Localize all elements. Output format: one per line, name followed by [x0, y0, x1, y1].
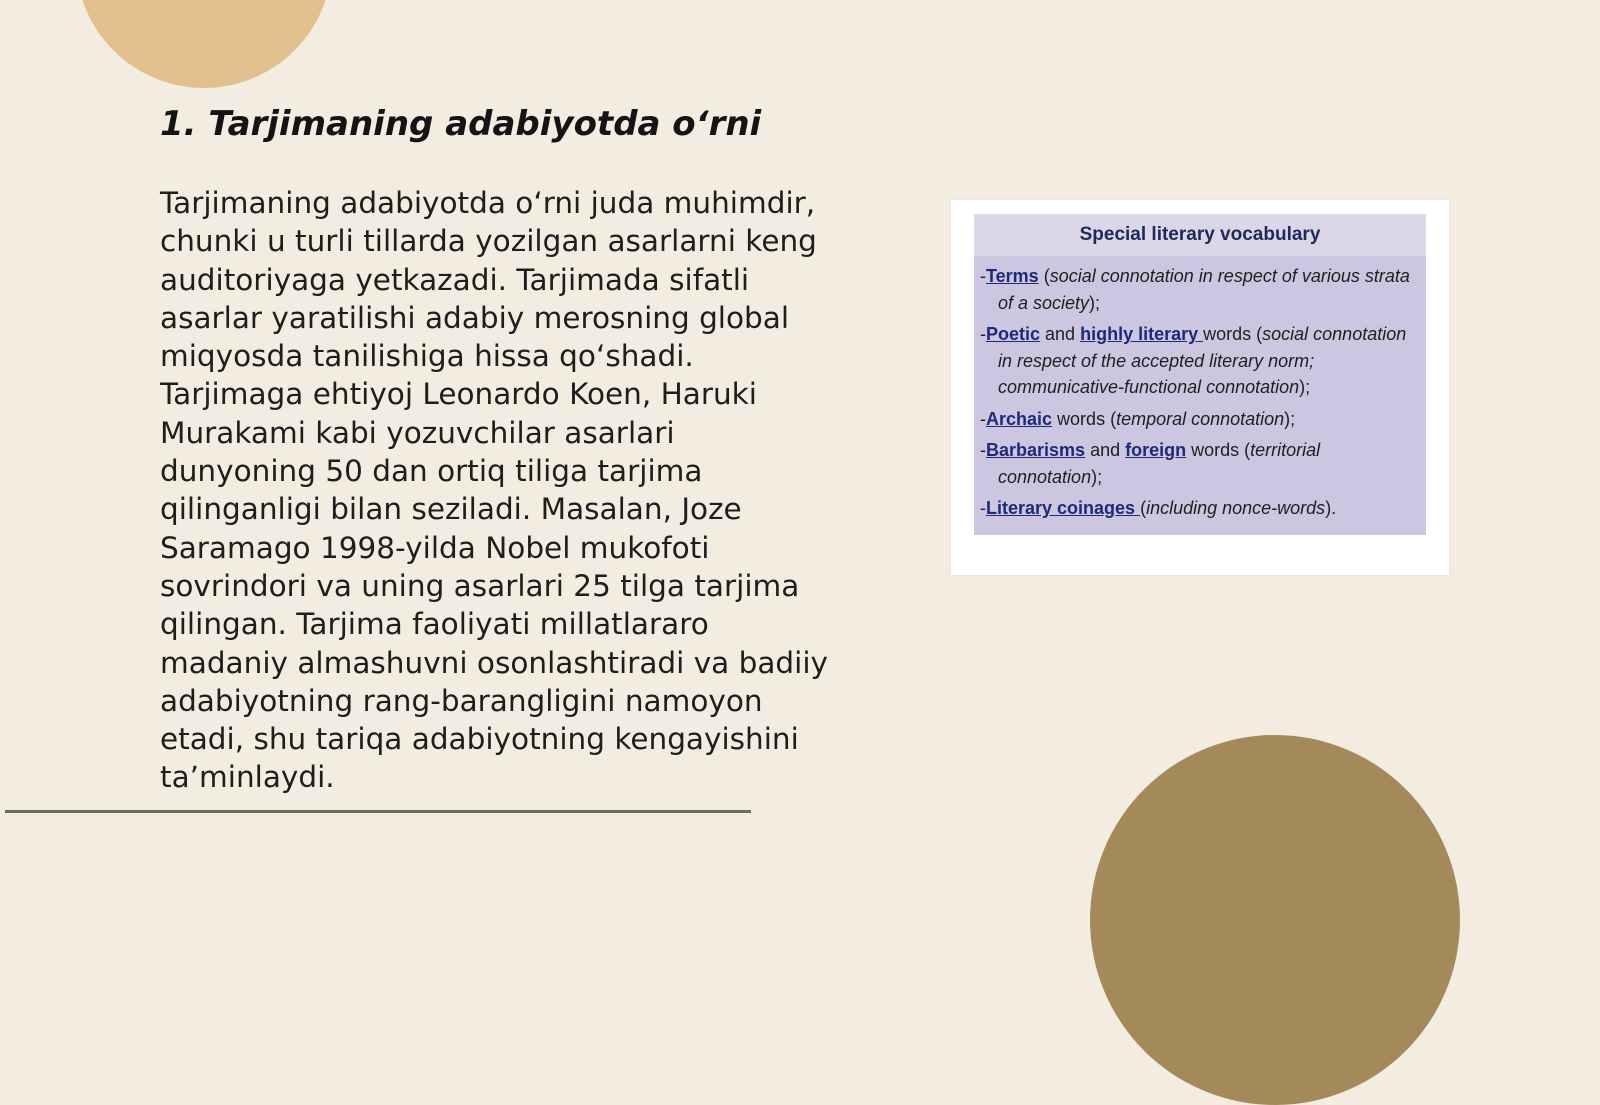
decorative-circle-top — [76, 0, 332, 88]
connotation-note: social connotation in respect of the accepted literary norm; communicative-functional connotation — [998, 324, 1407, 397]
decorative-circle-bottom — [1090, 735, 1460, 1105]
vocabulary-item-poetic: -Poetic and highly literary words (social connotation in respect of the accepted literary norm; communicative-functional connotation); — [980, 324, 1407, 397]
vocabulary-item-terms: -Terms (social connotation in respect of various strata of a society); — [980, 266, 1410, 313]
connotation-note: territorial connotation — [998, 440, 1321, 487]
connotation-note: social connotation in respect of various strata of a society — [998, 266, 1410, 313]
term-literary-coinages: Literary coinages — [986, 498, 1141, 518]
term-highly-literary: highly literary — [1080, 324, 1204, 344]
vocabulary-image — [951, 200, 1449, 575]
term-poetic: Poetic — [986, 324, 1041, 344]
vocabulary-box — [974, 214, 1426, 535]
vocabulary-item-literary-coinages: -Literary coinages (including nonce-words). — [980, 498, 1337, 518]
slide-body-text: Tarjimaning adabiyotda o‘rni juda muhimdir, chunki u turli tillarda yozilgan asarlarni keng auditoriyaga yetkazadi. Tarjimada sifatli asarlar yaratilishi adabiy merosning global miqyosda tanilishiga hissa qo‘shadi. Tarjimaga ehtiyoj Leonardo Koen, Haruki Murakami kabi yozuvchilar asarlari dunyoning 50 dan ortiq tiliga tarjima qilinganligi bilan seziladi. Masalan, Joze Saramago 1998-yilda Nobel mukofoti sovrindori va uning asarlari 25 tilga tarjima qilingan. Tarjima faoliyati millatlararo madaniy almashuvni osonlashtiradi va badiiy adabiyotning rang-barangligini namoyon etadi, shu tariqa adabiyotning kengayishini ta’minlaydi. — [160, 186, 828, 795]
term-barbarisms: Barbarisms — [986, 440, 1086, 460]
horizontal-divider — [5, 810, 751, 813]
term-archaic: Archaic — [986, 408, 1053, 429]
connotation-note: including nonce-words — [1146, 498, 1326, 518]
vocabulary-title: Special literary vocabulary — [974, 214, 1426, 256]
slide-title: 1. Tarjimaning adabiyotda o‘rni — [160, 104, 762, 144]
vocabulary-item-archaic: -Archaic words (temporal connotation); — [980, 408, 1296, 429]
connotation-note: temporal connotation — [1116, 408, 1285, 429]
vocabulary-list — [974, 256, 1426, 522]
vocabulary-item-barbarisms: -Barbarisms and foreign words (territorial connotation); — [980, 440, 1321, 487]
term-foreign: foreign — [1125, 440, 1187, 460]
term-terms: Terms — [986, 266, 1039, 286]
